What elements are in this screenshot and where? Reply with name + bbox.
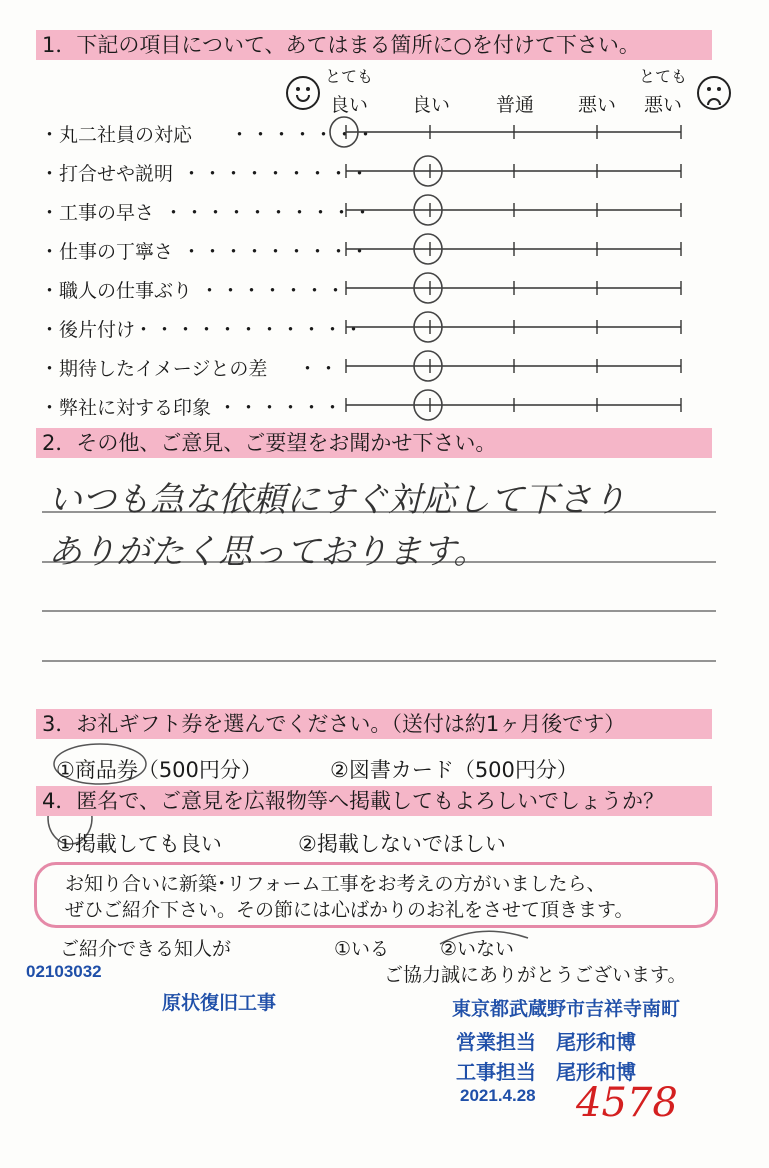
question-label-cleanup: ・後片付け bbox=[40, 319, 136, 341]
publish-option-no[interactable]: ②掲載しないでほしい bbox=[298, 832, 506, 856]
referral-label: ご紹介できる知人が bbox=[60, 938, 232, 960]
publish-option-yes[interactable]: ①掲載しても良い bbox=[56, 832, 222, 856]
notice-line-2: ぜひご紹介下さい。その節には心ばかりのお礼をさせて頂きます。 bbox=[65, 899, 634, 921]
scale-label-very-bad-top: とても bbox=[638, 67, 687, 86]
question-label-impression: ・弊社に対する印象 bbox=[40, 397, 212, 419]
scale-label-very-bad: 悪い bbox=[643, 94, 682, 116]
stamp-construction-rep: 工事担当 尾形和博 bbox=[456, 1062, 636, 1084]
referral-option-no[interactable]: ②いない bbox=[440, 938, 515, 960]
question-label-craftsmen: ・職人の仕事ぶり bbox=[40, 280, 193, 302]
question-label-expectation: ・期待したイメージとの差 bbox=[40, 358, 268, 380]
handwritten-comment-line-2: ありがたく思っております。 bbox=[48, 532, 488, 572]
leader-dots: ・・・・・・・・・ bbox=[182, 163, 372, 185]
stamp-date: 2021.4.28 bbox=[460, 1086, 536, 1105]
scale-label-average: 普通 bbox=[495, 94, 534, 116]
scale-label-bad: 悪い bbox=[577, 94, 616, 116]
question-label-speed: ・工事の早さ bbox=[40, 202, 155, 224]
section1-heading: 1．下記の項目について、あてはまる箇所に○を付けて下さい。 bbox=[36, 30, 712, 60]
stamp-work-type: 原状復旧工事 bbox=[162, 993, 277, 1014]
question-label-staff: ・丸二社員の対応 bbox=[40, 124, 193, 146]
leader-dots: ・・・・・・・・・・・ bbox=[134, 319, 366, 341]
stamp-code: 02103032 bbox=[26, 962, 102, 981]
section2-heading: 2．その他、ご意見、ご要望をお聞かせ下さい。 bbox=[36, 428, 712, 458]
referral-notice-box bbox=[34, 862, 718, 928]
question-label-care: ・仕事の丁寧さ bbox=[40, 241, 174, 263]
stamp-location: 東京都武蔵野市吉祥寺南町 bbox=[452, 999, 681, 1020]
leader-dots: ・・・・・・・ bbox=[230, 124, 378, 146]
referral-option-yes[interactable]: ①いる bbox=[334, 938, 390, 960]
leader-dots: ・・・・・・ bbox=[218, 397, 345, 419]
thanks-message: ご協力誠にありがとうございます。 bbox=[384, 964, 687, 986]
section4-heading: 4．匿名で、ご意見を広報物等へ掲載してもよろしいでしょうか？ bbox=[36, 786, 712, 816]
leader-dots: ・・・・・・・・・・ bbox=[164, 202, 375, 224]
leader-dots: ・・ bbox=[298, 358, 341, 380]
leader-dots: ・・・・・・・・・ bbox=[182, 241, 372, 263]
scale-label-very-good-top: とても bbox=[324, 67, 373, 86]
scale-label-very-good: 良い bbox=[329, 94, 368, 116]
section3-heading: 3．お礼ギフト券を選んでください。（送付は約1ヶ月後です） bbox=[36, 709, 712, 739]
notice-line-1: お知り合いに新築･リフォーム工事をお考えの方がいましたら、 bbox=[65, 873, 606, 895]
question-label-explanation: ・打合せや説明 bbox=[40, 163, 174, 185]
leader-dots: ・・・・・・・ bbox=[200, 280, 348, 302]
gift-option-book-card[interactable]: ②図書カード（500円分） bbox=[330, 758, 578, 782]
scale-label-good: 良い bbox=[411, 94, 450, 116]
handwritten-reference-number: 4578 bbox=[576, 1080, 678, 1126]
gift-option-voucher[interactable]: ①商品券（500円分） bbox=[56, 758, 262, 782]
stamp-sales-rep: 営業担当 尾形和博 bbox=[456, 1032, 636, 1054]
handwritten-comment-line-1: いつも急な依頼にすぐ対応して下さり bbox=[48, 480, 626, 520]
